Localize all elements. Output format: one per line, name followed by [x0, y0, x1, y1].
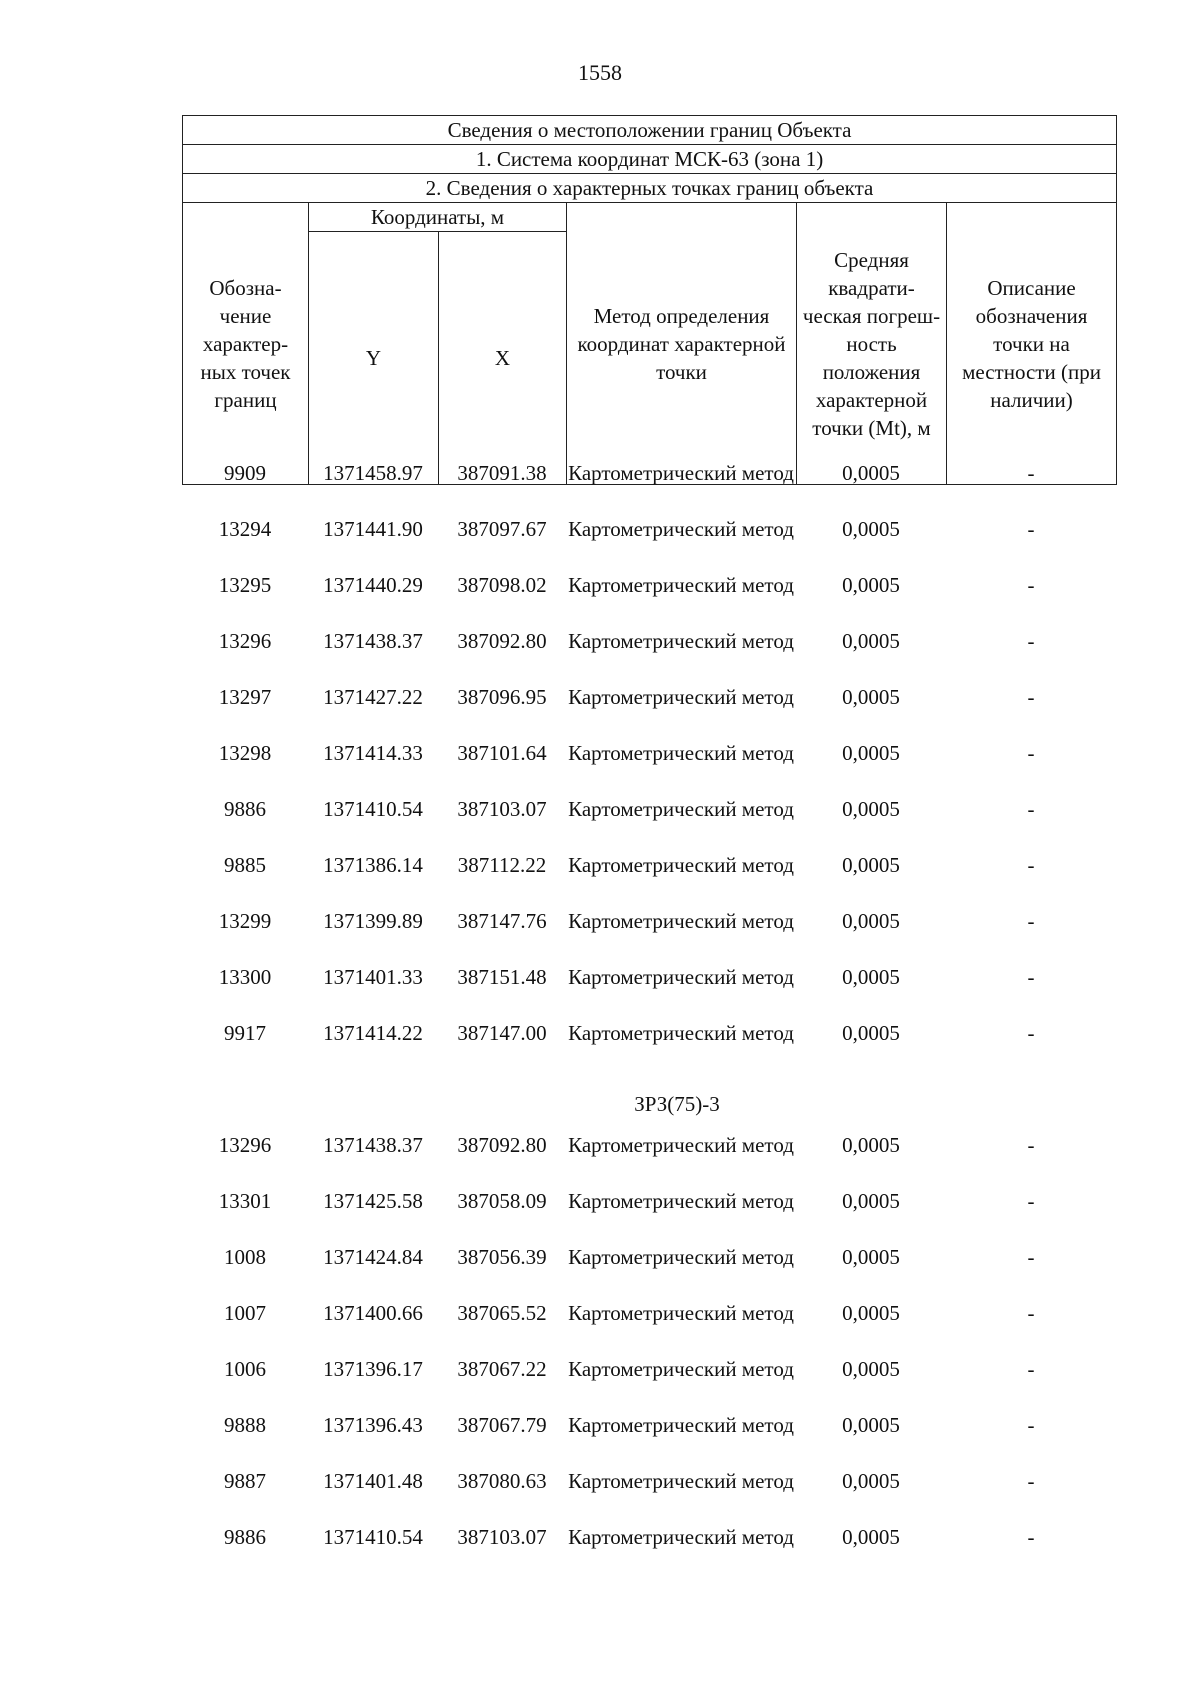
coord-x: 387096.95 [457, 685, 547, 709]
method: Картометрический метод [568, 1245, 794, 1269]
coord-y: 1371414.33 [323, 741, 423, 765]
table-row [182, 1244, 1116, 1300]
section-label: ЗРЗ(75)-3 [634, 1092, 720, 1116]
coord-y: 1371410.54 [323, 797, 423, 821]
coord-y: 1371427.22 [323, 685, 423, 709]
point-id: 13297 [218, 685, 272, 709]
method: Картометрический метод [568, 517, 794, 541]
coord-x: 387067.79 [457, 1413, 547, 1437]
coord-y: 1371400.66 [323, 1301, 423, 1325]
method: Картометрический метод [568, 797, 794, 821]
description: - [1027, 1525, 1035, 1549]
mean-error: 0,0005 [842, 1245, 900, 1269]
coord-y: 1371438.37 [323, 1133, 423, 1157]
description: - [1027, 1245, 1035, 1269]
description: - [1027, 517, 1035, 541]
method: Картометрический метод [568, 1021, 794, 1045]
coord-x: 387065.52 [457, 1301, 547, 1325]
coord-y: 1371396.43 [323, 1413, 423, 1437]
point-id: 9909 [224, 461, 266, 485]
table-row [182, 852, 1116, 908]
col-error: Средняя квадрати-ческая погреш-ность положения характерной точки (Mt), м [797, 203, 947, 485]
coord-y: 1371414.22 [323, 1021, 423, 1045]
table-row [182, 740, 1116, 796]
coord-x: 387067.22 [457, 1357, 547, 1381]
method: Картометрический метод [568, 1357, 794, 1381]
mean-error: 0,0005 [842, 1469, 900, 1493]
mean-error: 0,0005 [842, 1525, 900, 1549]
description: - [1027, 629, 1035, 653]
method: Картометрический метод [568, 741, 794, 765]
table-row [182, 1468, 1116, 1524]
coordinate-system: 1. Система координат МСК-63 (зона 1) [183, 145, 1117, 174]
coord-x: 387147.00 [457, 1021, 547, 1045]
description: - [1027, 1021, 1035, 1045]
points-title: 2. Сведения о характерных точках границ объекта [183, 174, 1117, 203]
description: - [1027, 573, 1035, 597]
mean-error: 0,0005 [842, 629, 900, 653]
point-id: 9887 [224, 1469, 266, 1493]
coord-y: 1371401.48 [323, 1469, 423, 1493]
description: - [1027, 853, 1035, 877]
method: Картометрический метод [568, 1133, 794, 1157]
table-row [182, 460, 1116, 516]
description: - [1027, 1189, 1035, 1213]
coord-x: 387098.02 [457, 573, 547, 597]
point-id: 13301 [218, 1189, 272, 1213]
point-id: 13300 [218, 965, 272, 989]
table-row [182, 516, 1116, 572]
col-designation: Обозна-чение характер-ных точек границ [183, 203, 309, 485]
point-id: 13296 [218, 629, 272, 653]
mean-error: 0,0005 [842, 461, 900, 485]
col-x: X [439, 232, 567, 485]
description: - [1027, 1133, 1035, 1157]
table-row [182, 1412, 1116, 1468]
mean-error: 0,0005 [842, 741, 900, 765]
table-row [182, 1020, 1116, 1076]
coord-x: 387112.22 [457, 853, 547, 877]
coord-x: 387080.63 [457, 1469, 547, 1493]
table-row [182, 628, 1116, 684]
table-row [182, 572, 1116, 628]
description: - [1027, 1301, 1035, 1325]
page-number: 1558 [578, 60, 622, 85]
mean-error: 0,0005 [842, 1021, 900, 1045]
points-list [182, 460, 1116, 1580]
description: - [1027, 909, 1035, 933]
point-id: 1008 [224, 1245, 266, 1269]
mean-error: 0,0005 [842, 1189, 900, 1213]
table-row [182, 1188, 1116, 1244]
method: Картометрический метод [568, 853, 794, 877]
table-title: Сведения о местоположении границ Объекта [183, 116, 1117, 145]
point-id: 1006 [224, 1357, 266, 1381]
mean-error: 0,0005 [842, 909, 900, 933]
table-row [182, 908, 1116, 964]
coord-y: 1371424.84 [323, 1245, 423, 1269]
coord-x: 387147.76 [457, 909, 547, 933]
point-id: 13295 [218, 573, 272, 597]
mean-error: 0,0005 [842, 853, 900, 877]
coord-x: 387103.07 [457, 1525, 547, 1549]
table-row [182, 964, 1116, 1020]
mean-error: 0,0005 [842, 1133, 900, 1157]
coord-y: 1371396.17 [323, 1357, 423, 1381]
method: Картометрический метод [568, 1413, 794, 1437]
description: - [1027, 1469, 1035, 1493]
coord-x: 387092.80 [457, 629, 547, 653]
coord-x: 387151.48 [457, 965, 547, 989]
coord-x: 387103.07 [457, 797, 547, 821]
method: Картометрический метод [568, 461, 794, 485]
method: Картометрический метод [568, 573, 794, 597]
coord-y: 1371440.29 [323, 573, 423, 597]
col-method: Метод определения координат характерной точки [567, 203, 797, 485]
point-id: 9885 [224, 853, 266, 877]
coord-y: 1371441.90 [323, 517, 423, 541]
method: Картометрический метод [568, 909, 794, 933]
coord-x: 387092.80 [457, 1133, 547, 1157]
point-id: 13294 [218, 517, 272, 541]
point-id: 1007 [224, 1301, 266, 1325]
description: - [1027, 685, 1035, 709]
mean-error: 0,0005 [842, 1357, 900, 1381]
coord-y: 1371386.14 [323, 853, 423, 877]
col-coordinates: Координаты, м [309, 203, 567, 232]
coord-x: 387091.38 [457, 461, 547, 485]
point-id: 9888 [224, 1413, 266, 1437]
table-row [182, 684, 1116, 740]
mean-error: 0,0005 [842, 573, 900, 597]
mean-error: 0,0005 [842, 1301, 900, 1325]
method: Картометрический метод [568, 685, 794, 709]
coord-x: 387058.09 [457, 1189, 547, 1213]
method: Картометрический метод [568, 1189, 794, 1213]
mean-error: 0,0005 [842, 1413, 900, 1437]
description: - [1027, 741, 1035, 765]
description: - [1027, 797, 1035, 821]
description: - [1027, 1357, 1035, 1381]
point-id: 9886 [224, 797, 266, 821]
coord-x: 387101.64 [457, 741, 547, 765]
col-y: Y [309, 232, 439, 485]
method: Картометрический метод [568, 629, 794, 653]
coord-x: 387056.39 [457, 1245, 547, 1269]
mean-error: 0,0005 [842, 797, 900, 821]
point-id: 13296 [218, 1133, 272, 1157]
description: - [1027, 461, 1035, 485]
coord-y: 1371438.37 [323, 629, 423, 653]
table-row [182, 1132, 1116, 1188]
coord-y: 1371458.97 [323, 461, 423, 485]
point-id: 9917 [224, 1021, 266, 1045]
method: Картометрический метод [568, 965, 794, 989]
table-row [182, 1300, 1116, 1356]
mean-error: 0,0005 [842, 685, 900, 709]
point-id: 13299 [218, 909, 272, 933]
table-row [182, 1356, 1116, 1412]
point-id: 9886 [224, 1525, 266, 1549]
point-id: 13298 [218, 741, 272, 765]
coord-y: 1371425.58 [323, 1189, 423, 1213]
col-description: Описание обозначения точки на местности (при наличии) [947, 203, 1117, 485]
table-row [182, 796, 1116, 852]
coord-y: 1371401.33 [323, 965, 423, 989]
description: - [1027, 965, 1035, 989]
mean-error: 0,0005 [842, 517, 900, 541]
description: - [1027, 1413, 1035, 1437]
coord-x: 387097.67 [457, 517, 547, 541]
method: Картометрический метод [568, 1525, 794, 1549]
method: Картометрический метод [568, 1301, 794, 1325]
method: Картометрический метод [568, 1469, 794, 1493]
coord-y: 1371410.54 [323, 1525, 423, 1549]
mean-error: 0,0005 [842, 965, 900, 989]
table-row [182, 1524, 1116, 1580]
boundary-table-header [182, 115, 1117, 485]
coord-y: 1371399.89 [323, 909, 423, 933]
